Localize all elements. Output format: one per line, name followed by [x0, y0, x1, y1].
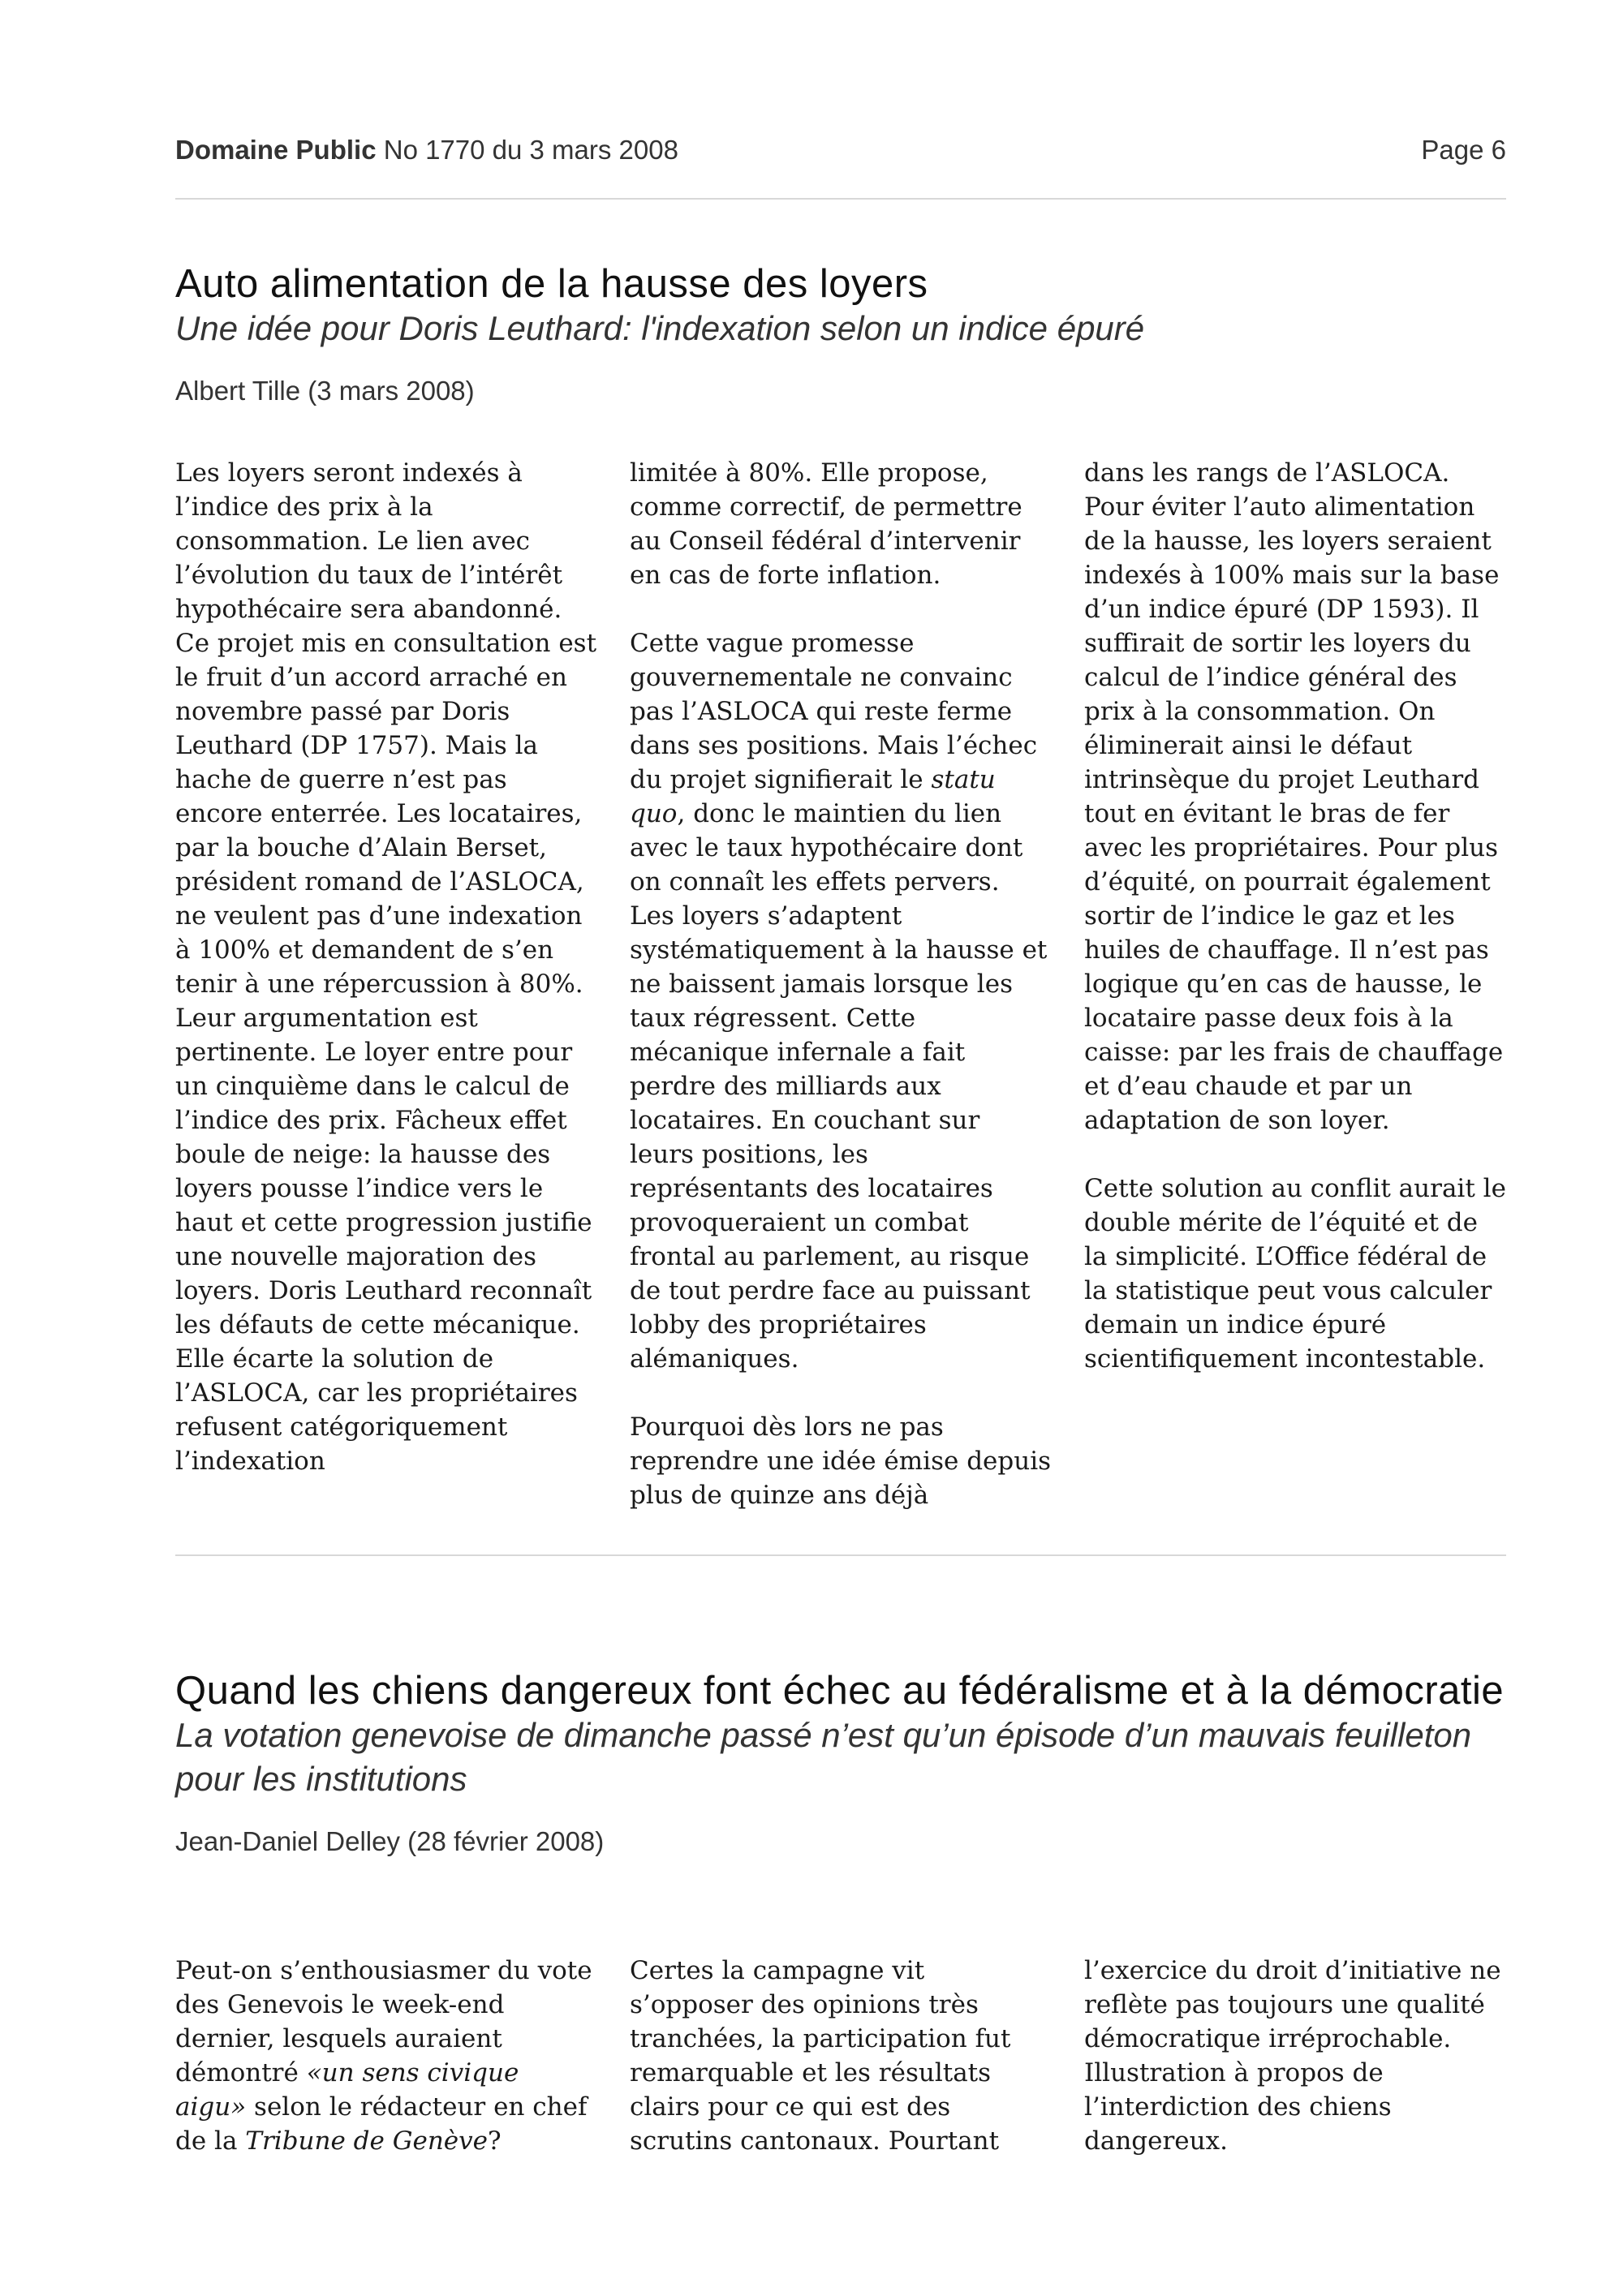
article-subtitle: La votation genevoise de dimanche passé n’est qu’un épisode d’un mauvais feuilleton pour les institutions — [175, 1716, 1472, 1798]
column-2 — [630, 456, 1052, 1512]
column-2 — [630, 1954, 1052, 2158]
column-1 — [175, 456, 597, 1512]
quote: «un sens civique aigu» — [175, 2058, 519, 2122]
article-loyers — [175, 261, 1506, 1510]
paragraph — [630, 626, 1052, 1376]
article-divider — [175, 1554, 1506, 1556]
article-title: Quand les chiens dangereux font échec au fédéralisme et à la démocratie — [175, 1669, 1505, 1713]
article-subtitle: Une idée pour Doris Leuthard: l'indexation selon un indice épuré — [175, 309, 1145, 347]
text-run: Peut-on s’enthousiasmer du vote des Genevois le week-end dernier, lesquels auraient démontré — [175, 1956, 592, 2087]
paragraph: Certes la campagne vit s’opposer des opinions très tranchées, la participation fut remarquable et les résultats clairs pour ce qui est des scrutins cantonaux. Pourtant — [630, 1956, 1011, 2156]
column-1 — [175, 1954, 597, 2158]
text-run: Cette vague promesse gouvernementale ne convainc pas l’ASLOCA qui reste ferme dans ses positions. Mais l’échec du projet signifierait le — [630, 629, 1038, 794]
article-columns — [175, 1954, 1506, 2158]
article-byline: Albert Tille (3 mars 2008) — [175, 376, 475, 406]
paragraph: l’exercice du droit d’initiative ne reflète pas toujours une qualité démocratique irréprochable. Illustration à propos de l’interdiction des chiens dangereux. — [1084, 1956, 1501, 2156]
issue-info: No 1770 du 3 mars 2008 — [376, 135, 678, 165]
article-title: Auto alimentation de la hausse des loyers — [175, 262, 928, 306]
text-run: selon le rédacteur en chef de la — [175, 2092, 588, 2156]
paragraph — [175, 1954, 597, 2158]
paragraph: Les loyers seront indexés à l’indice des prix à la consommation. Le lien avec l’évolution du taux de l’intérêt hypothécaire sera abandonné. Ce projet mis en consultation est le fruit d’un accord arraché en novembre passé par Doris Leuthard (DP 1757). Mais la hache de guerre n’est pas encore enterrée. Les locataires, par la bouche d’Alain Berset, président romand de l’ASLOCA, ne veulent pas d’une indexation à 100% et demandent de s’en tenir à une répercussion à 80%. Leur argumentation est pertinente. Le loyer entre pour un cinquième dans le calcul de l’indice des prix. Fâcheux effet boule de neige: la hausse des loyers pousse l’indice vers le haut et cette progression justifie une nouvelle majoration des loyers. Doris Leuthard reconnaît les défauts de cette mécanique. Elle écarte la solution de l’ASLOCA, car les propriétaires refusent catégoriquement l’indexation — [175, 458, 597, 1476]
column-3 — [1084, 1954, 1506, 2158]
article-chiens — [175, 1668, 1506, 2156]
publication-name: Domaine Public — [175, 135, 377, 165]
paragraph: dans les rangs de l’ASLOCA. Pour éviter l’auto alimentation de la hausse, les loyers seraient indexés à 100% mais sur la base d’un indice épuré (DP 1593). Il suffirait de sortir les loyers du calcul de l’indice général des prix à la consommation. On éliminerait ainsi le défaut intrinsèque du projet Leuthard tout en évitant le bras de fer avec les propriétaires. Pour plus d’équité, on pourrait également sortir de l’indice le gaz et les huiles de chauffage. Il n’est pas logique qu’en cas de hausse, le locataire passe deux fois à la caisse: par les frais de chauffage et d’eau chaude et par un adaptation de son loyer. — [1084, 458, 1504, 1135]
header-divider — [175, 198, 1506, 200]
page-number: Page 6 — [1421, 135, 1506, 165]
column-3 — [1084, 456, 1506, 1512]
page-header — [175, 130, 1506, 170]
article-byline: Jean-Daniel Delley (28 février 2008) — [175, 1826, 605, 1856]
emphasis: statu quo — [630, 765, 996, 828]
paragraph: Cette solution au conflit aurait le double mérite de l’équité et de la simplicité. L’Office fédéral de la statistique peut vous calculer demain un indice épuré scientifiquement incontestable. — [1084, 1174, 1506, 1374]
paragraph: Pourquoi dès lors ne pas reprendre une idée émise depuis plus de quinze ans déjà — [630, 1412, 1052, 1510]
paragraph: limitée à 80%. Elle propose, comme correctif, de permettre au Conseil fédéral d’intervenir en cas de forte inflation. — [630, 458, 1022, 590]
text-run: , donc le maintien du lien avec le taux hypothécaire dont on connaît les effets pervers. Les loyers s’adaptent systématiquement à la hausse et ne baissent jamais lorsque les taux régressent. Cette mécanique infernale a fait perdre des milliards aux locataires. En couchant sur leurs positions, les représentants des locataires provoqueraient un combat frontal au parlement, au risque de tout perdre face au puissant lobby des propriétaires alémaniques. — [630, 799, 1048, 1374]
article-columns — [175, 456, 1506, 1512]
newspaper-name: Tribune de Genève — [245, 2126, 489, 2156]
text-run: ? — [488, 2126, 502, 2156]
